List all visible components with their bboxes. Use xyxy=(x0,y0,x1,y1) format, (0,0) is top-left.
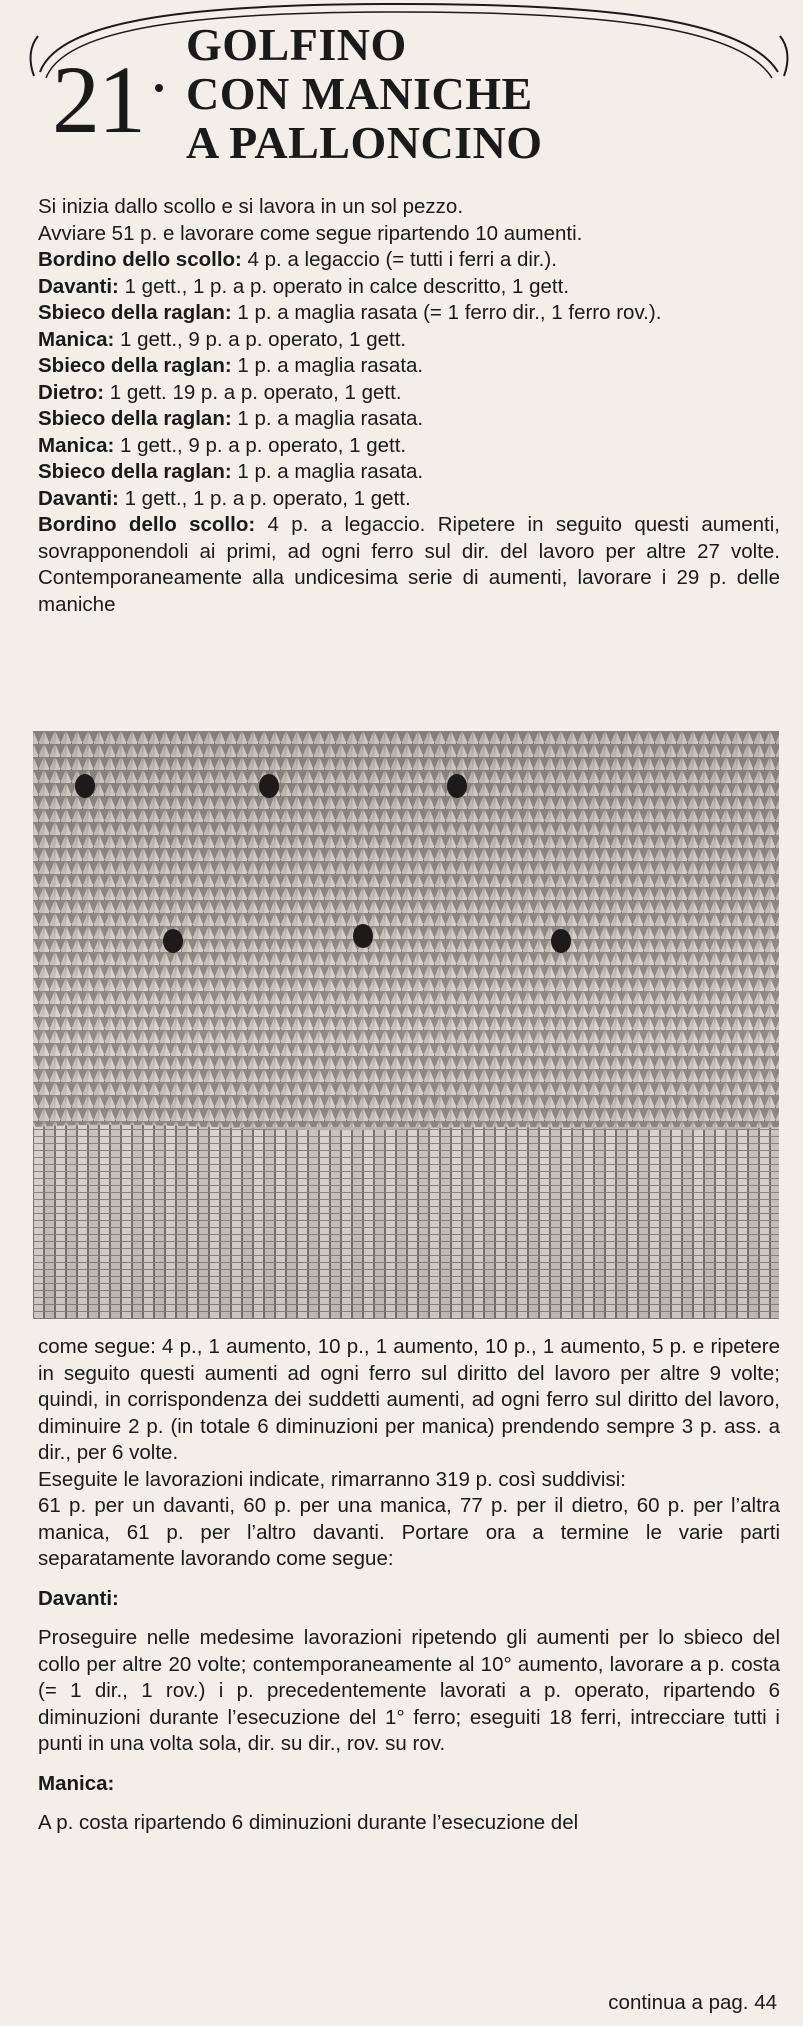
instructions-bottom xyxy=(38,1334,780,1837)
intro-line: Si inizia dallo scollo e si lavora in un sol pezzo. xyxy=(38,195,464,218)
step-text: 4 p. a legaccio (= tutti i ferri a dir.). xyxy=(241,248,557,271)
knit-stitch-photo xyxy=(33,731,779,1319)
intro-line: Avviare 51 p. e lavorare come segue ripartendo 10 aumenti. xyxy=(38,221,583,245)
eyelet-hole xyxy=(259,774,279,798)
spacer xyxy=(38,1612,780,1625)
step-label: Sbieco della raglan: xyxy=(38,354,232,377)
step-text: 1 p. a maglia rasata. xyxy=(231,354,424,377)
step-label: Bordino dello scollo: xyxy=(38,248,242,271)
title-line: A PALLONCINO xyxy=(186,117,543,168)
pattern-header xyxy=(0,0,803,190)
section-heading-davanti xyxy=(38,1586,780,1613)
step-label: Dietro: xyxy=(38,380,105,404)
step-manica xyxy=(38,433,780,460)
eyelet-hole xyxy=(353,924,373,948)
paragraph: come segue: 4 p., 1 aumento, 10 p., 1 aumento, 10 p., 1 aumento, 5 p. e ripetere in seguito questi aumenti ad ogni ferro sul diritto del lavoro per altre 9 volte; quindi, in corrispondenza dei suddetti aumenti, ad ogni ferro sul diritto del lavoro, diminuire 2 p. (in totale 6 diminuzioni per manica) prendendo sempre 3 p. ass. a dir., per 6 volte. xyxy=(38,1335,780,1464)
spacer xyxy=(38,1797,780,1810)
title-separator-dot xyxy=(155,84,163,92)
step-text: 1 gett., 1 p. a p. operato, 1 gett. xyxy=(118,486,411,510)
photo-shading xyxy=(33,731,779,1319)
step-text: 1 p. a maglia rasata. xyxy=(231,460,424,483)
step-sbieco-raglan xyxy=(38,406,780,433)
step-text: 1 p. a maglia rasata. xyxy=(231,407,424,430)
step-label: Manica: xyxy=(38,433,115,457)
step-label: Sbieco della raglan: xyxy=(38,407,232,430)
step-bordino-scollo xyxy=(38,247,780,274)
eyelet-hole xyxy=(447,774,467,798)
section-heading: Davanti: xyxy=(38,1586,119,1610)
paragraph: 61 p. per un davanti, 60 p. per una manica, 77 p. per il dietro, 60 p. per l’altra manica, 61 p. per l’altro davanti. Portare ora a termine le varie parti separatamente lavorando come segue: xyxy=(38,1494,780,1570)
step-text: 1 gett. 19 p. a p. operato, 1 gett. xyxy=(104,380,402,404)
step-text: 1 gett., 9 p. a p. operato, 1 gett. xyxy=(114,433,407,457)
step-sbieco-raglan xyxy=(38,300,780,327)
section-heading-manica xyxy=(38,1771,780,1798)
step-label: Bordino dello scollo: xyxy=(38,513,256,536)
step-sbieco-raglan xyxy=(38,459,780,486)
step-davanti xyxy=(38,274,780,301)
step-label: Davanti: xyxy=(38,486,119,510)
step-manica xyxy=(38,327,780,354)
step-davanti xyxy=(38,486,780,513)
step-label: Sbieco della raglan: xyxy=(38,301,232,324)
davanti-text: Proseguire nelle medesime lavorazioni ripetendo gli aumenti per lo sbieco del collo per altre 20 volte; contemporaneamente al 10° aumento, lavorare a p. costa (= 1 dir., 1 rov.) i p. precedentemente lavorati a p. operato, ripartendo 6 diminuzioni durante l’esecuzione del 1° ferro; eseguiti 18 ferri, intrecciare tutti i punti in una volta sola, dir. su dir., rov. su rov. xyxy=(38,1626,780,1755)
spacer xyxy=(38,1758,780,1771)
pattern-title xyxy=(186,20,543,167)
pattern-number: 21 xyxy=(52,46,144,153)
title-line: GOLFINO xyxy=(186,19,407,70)
spacer xyxy=(38,1573,780,1586)
step-dietro xyxy=(38,380,780,407)
instructions-top xyxy=(38,194,780,618)
paragraph: Eseguite le lavorazioni indicate, rimarranno 319 p. così suddivisi: xyxy=(38,1467,626,1491)
step-text: 1 p. a maglia rasata (= 1 ferro dir., 1 ferro rov.). xyxy=(231,301,662,324)
section-heading: Manica: xyxy=(38,1771,115,1795)
step-sbieco-raglan xyxy=(38,353,780,380)
step-label: Davanti: xyxy=(38,274,119,298)
step-bordino-scollo xyxy=(38,512,780,618)
step-label: Manica: xyxy=(38,327,115,351)
eyelet-hole xyxy=(551,929,571,953)
continuation-note: continua a pag. 44 xyxy=(608,1991,777,2014)
step-text: 4 p. a legaccio. Ripetere in seguito questi aumenti, sovrapponendoli ai primi, ad ogni ferro sul dir. del lavoro per altre 27 volte. Contemporaneamente alla undicesima serie di aumenti, lavorare i 29 p. delle maniche xyxy=(38,513,780,616)
manica-text: A p. costa ripartendo 6 diminuzioni durante l’esecuzione del xyxy=(38,1811,579,1834)
eyelet-hole xyxy=(75,774,95,798)
title-line: CON MANICHE xyxy=(186,68,533,119)
step-text: 1 gett., 1 p. a p. operato in calce descritto, 1 gett. xyxy=(118,274,570,298)
step-text: 1 gett., 9 p. a p. operato, 1 gett. xyxy=(114,327,407,351)
eyelet-hole xyxy=(163,929,183,953)
step-label: Sbieco della raglan: xyxy=(38,460,232,483)
